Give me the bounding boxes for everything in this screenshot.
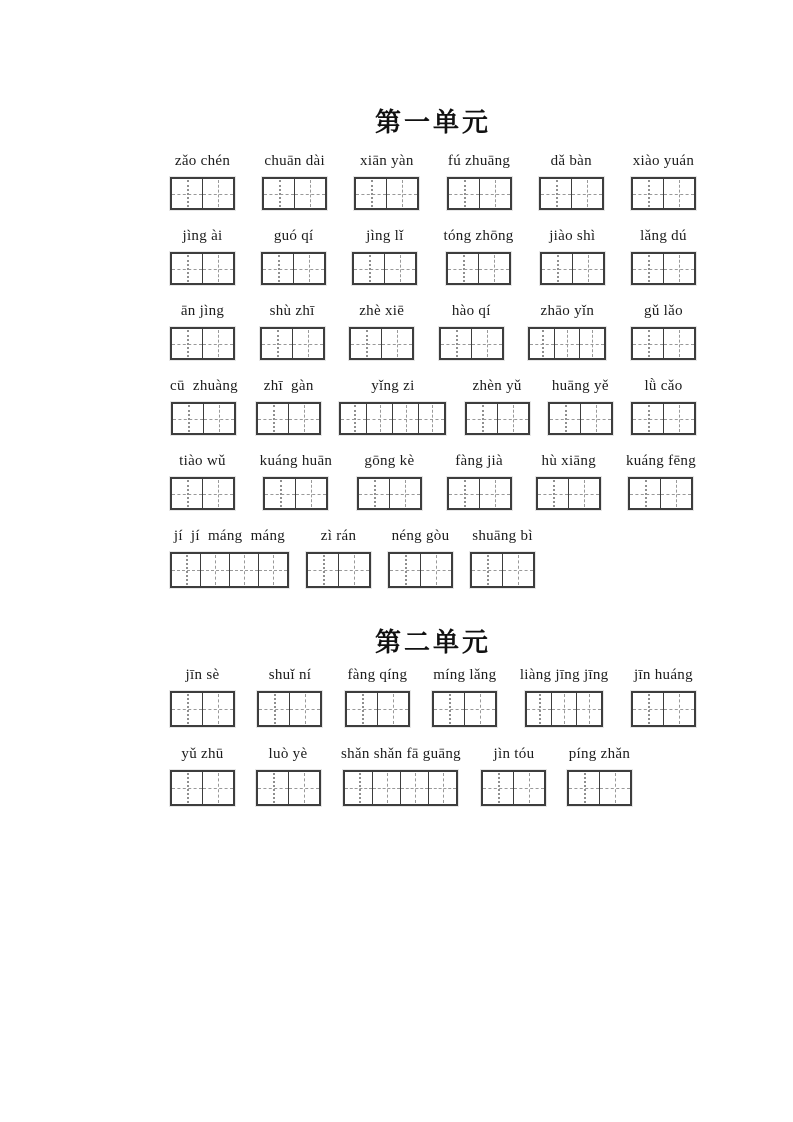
pinyin-label: yǐng zi [371,378,415,394]
grid-cell [203,179,233,208]
writing-grid [339,402,446,435]
word-group [170,529,289,588]
writing-grid [256,770,321,806]
pinyin-label: lǜ cǎo [644,378,683,394]
word-group [626,454,696,510]
writing-grid [447,177,512,210]
writing-grid [170,252,235,285]
pinyin-label: néng gòu [391,528,450,544]
word-group [261,229,326,285]
grid-cell [633,254,664,283]
grid-cell [480,479,510,508]
word-group [354,154,419,210]
word-group [631,304,696,360]
word-group [170,747,235,806]
pinyin-label: xiān yàn [360,153,414,169]
pinyin-label: shuāng bì [472,528,533,544]
writing-grid [567,770,632,806]
word-group [339,379,446,435]
grid-cell [173,404,204,433]
grid-cell [293,329,323,358]
pinyin-label: fàng qíng [347,667,408,683]
writing-grid [260,327,325,360]
writing-grid [446,252,511,285]
word-group [257,668,322,727]
word-group [341,747,461,806]
pinyin-label: jiào shì [549,228,596,244]
grid-cell [600,772,630,804]
pinyin-label: zhī gàn [263,378,314,394]
writing-grid [256,402,321,435]
writing-grid [170,691,235,727]
writing-grid [306,552,371,588]
grid-cell [294,254,324,283]
grid-cell [367,404,393,433]
word-group [170,454,235,510]
word-group [170,379,238,435]
grid-cell [203,254,233,283]
word-group [631,668,696,727]
word-group [357,454,422,510]
grid-cell [393,404,419,433]
grid-cell [581,404,611,433]
grid-cell [664,254,694,283]
writing-grid [528,327,606,360]
grid-cell [429,772,456,804]
word-group [170,304,235,360]
pinyin-label: fú zhuāng [447,153,511,169]
grid-cell [483,772,514,804]
grid-cell [498,404,528,433]
pinyin-label: zhè xiē [359,303,405,319]
grid-cell [263,254,294,283]
word-group [432,668,497,727]
grid-cell [472,554,503,586]
grid-cell [259,554,287,586]
grid-cell [572,179,602,208]
pinyin-label: zì rán [320,528,357,544]
pinyin-label: míng lǎng [433,667,497,683]
grid-cell [527,693,552,725]
word-group [540,229,605,285]
writing-grid [628,477,693,510]
writing-grid [261,252,326,285]
writing-grid [354,177,419,210]
grid-cell [258,404,289,433]
word-group [520,668,609,727]
writing-grid [631,252,696,285]
grid-cell [387,179,417,208]
writing-grid [262,177,327,210]
writing-grid [349,327,414,360]
word-group [631,379,696,435]
word-group [170,229,235,285]
word-group [170,668,235,727]
writing-grid [631,402,696,435]
writing-grid [631,327,696,360]
grid-cell [580,329,604,358]
grid-cell [514,772,544,804]
writing-grid [170,770,235,806]
writing-grid [345,691,410,727]
grid-cell [258,772,289,804]
grid-cell [359,479,390,508]
writing-grid [432,691,497,727]
pinyin-label: jìng lǐ [366,228,404,244]
word-group [260,454,333,510]
grid-cell [339,554,369,586]
pinyin-label: lǎng dú [640,228,687,244]
grid-cell [449,179,480,208]
writing-grid [263,477,328,510]
grid-cell [441,329,472,358]
pinyin-label: zǎo chén [174,153,231,169]
word-group [439,304,504,360]
pinyin-label: liàng jīng jīng [519,667,609,683]
grid-cell [296,479,326,508]
pinyin-label: fàng jià [455,453,503,469]
grid-cell [230,554,259,586]
grid-cell [172,329,203,358]
writing-grid [170,177,235,210]
pinyin-label: jīn sè [185,667,220,683]
word-group [470,529,535,588]
word-group [447,154,512,210]
word-group [388,529,453,588]
grid-cell [259,693,290,725]
word-group [306,529,371,588]
grid-cell [289,772,319,804]
word-group [536,454,601,510]
writing-grid [536,477,601,510]
pinyin-label: shǎn shǎn fā guāng [341,746,461,762]
word-group [260,304,325,360]
grid-cell [577,693,601,725]
grid-cell [172,772,203,804]
pinyin-label: kuáng fēng [625,453,696,469]
word-group [567,747,632,806]
worksheet-content [170,102,696,826]
grid-cell [541,179,572,208]
grid-cell [552,693,577,725]
grid-cell [341,404,367,433]
grid-cell [378,693,408,725]
grid-cell [573,254,603,283]
pinyin-label: shù zhī [269,303,315,319]
pinyin-label: hào qí [451,303,491,319]
section-title: 第二单元 [374,628,491,658]
pinyin-label: cū zhuàng [170,378,238,394]
grid-cell [633,404,664,433]
word-group [262,154,327,210]
grid-cell [264,179,295,208]
grid-cell [633,329,664,358]
grid-cell [290,693,320,725]
word-row [170,154,696,210]
grid-cell [664,404,694,433]
grid-cell [172,179,203,208]
writing-grid [631,691,696,727]
word-row [170,454,696,510]
section-title: 第一单元 [374,108,491,138]
pinyin-label: dǎ bàn [550,153,592,169]
word-group [352,229,417,285]
pinyin-label: xiào yuán [632,153,695,169]
unit-section [170,102,696,588]
grid-cell [172,693,203,725]
grid-cell [203,329,233,358]
grid-cell [664,693,694,725]
writing-grid [525,691,603,727]
word-group [256,379,321,435]
grid-cell [467,404,498,433]
grid-cell [172,479,203,508]
grid-cell [203,479,233,508]
word-group [349,304,414,360]
writing-grid [170,552,289,588]
pinyin-label: huāng yě [551,378,609,394]
grid-cell [633,693,664,725]
pinyin-label: jīn huáng [633,667,693,683]
grid-cell [661,479,691,508]
word-group [170,154,235,210]
writing-grid [352,252,417,285]
grid-cell [204,404,234,433]
pinyin-label: jìn tóu [493,746,535,762]
grid-cell [390,554,421,586]
writing-grid [171,402,236,435]
pinyin-label: píng zhǎn [568,746,631,762]
writing-grid [170,327,235,360]
pinyin-label: yǔ zhū [181,746,224,762]
writing-grid [447,477,512,510]
grid-cell [419,404,444,433]
word-group [539,154,604,210]
pinyin-label: zhāo yǐn [540,303,595,319]
word-row [170,229,696,285]
grid-cell [401,772,429,804]
word-group [548,379,613,435]
word-group [481,747,546,806]
grid-cell [538,479,569,508]
pinyin-label: zhèn yǔ [472,378,522,394]
writing-grid [631,177,696,210]
grid-cell [530,329,555,358]
grid-cell [203,693,233,725]
writing-grid [481,770,546,806]
pinyin-label: chuān dài [264,153,325,169]
grid-cell [385,254,415,283]
writing-grid [388,552,453,588]
pinyin-label: shuǐ ní [268,667,312,683]
pinyin-label: gǔ lǎo [644,303,683,319]
grid-cell [664,329,694,358]
grid-cell [295,179,325,208]
grid-cell [434,693,465,725]
grid-cell [421,554,451,586]
writing-grid [470,552,535,588]
word-group [631,229,696,285]
pinyin-label: kuáng huān [259,453,333,469]
pinyin-label: ān jìng [180,303,225,319]
grid-cell [201,554,230,586]
writing-grid [257,691,322,727]
grid-cell [569,479,599,508]
writing-grid [170,477,235,510]
writing-grid [439,327,504,360]
grid-cell [503,554,533,586]
grid-cell [448,254,479,283]
grid-cell [480,179,510,208]
pinyin-label: guó qí [273,228,314,244]
grid-cell [633,179,664,208]
writing-grid [465,402,530,435]
grid-cell [354,254,385,283]
grid-cell [542,254,573,283]
grid-cell [550,404,581,433]
grid-cell [555,329,580,358]
word-group [444,229,514,285]
grid-cell [265,479,296,508]
grid-cell [449,479,480,508]
grid-cell [382,329,412,358]
pinyin-label: tóng zhōng [443,228,514,244]
pinyin-label: luò yè [268,746,308,762]
pinyin-label: jí jí máng máng [173,528,286,544]
grid-cell [664,179,694,208]
word-group [528,304,606,360]
grid-cell [630,479,661,508]
pinyin-label: jìng ài [182,228,223,244]
word-group [447,454,512,510]
grid-cell [289,404,319,433]
writing-grid [357,477,422,510]
grid-cell [569,772,600,804]
grid-cell [356,179,387,208]
word-group [256,747,321,806]
grid-cell [308,554,339,586]
pinyin-label: tiào wǔ [179,453,226,469]
writing-grid [539,177,604,210]
word-row [170,379,696,435]
writing-grid [540,252,605,285]
writing-grid [343,770,458,806]
unit-section [170,622,696,806]
grid-cell [172,554,201,586]
word-row [170,304,696,360]
word-group [465,379,530,435]
word-row [170,747,632,806]
word-group [345,668,410,727]
grid-cell [479,254,509,283]
grid-cell [465,693,495,725]
grid-cell [262,329,293,358]
grid-cell [351,329,382,358]
grid-cell [172,254,203,283]
word-row [170,529,696,588]
writing-grid [548,402,613,435]
pinyin-label: hù xiāng [541,453,596,469]
pinyin-label: gōng kè [364,453,415,469]
grid-cell [347,693,378,725]
grid-cell [345,772,373,804]
grid-cell [472,329,502,358]
word-group [631,154,696,210]
grid-cell [373,772,401,804]
grid-cell [203,772,233,804]
word-row [170,668,696,727]
grid-cell [390,479,420,508]
